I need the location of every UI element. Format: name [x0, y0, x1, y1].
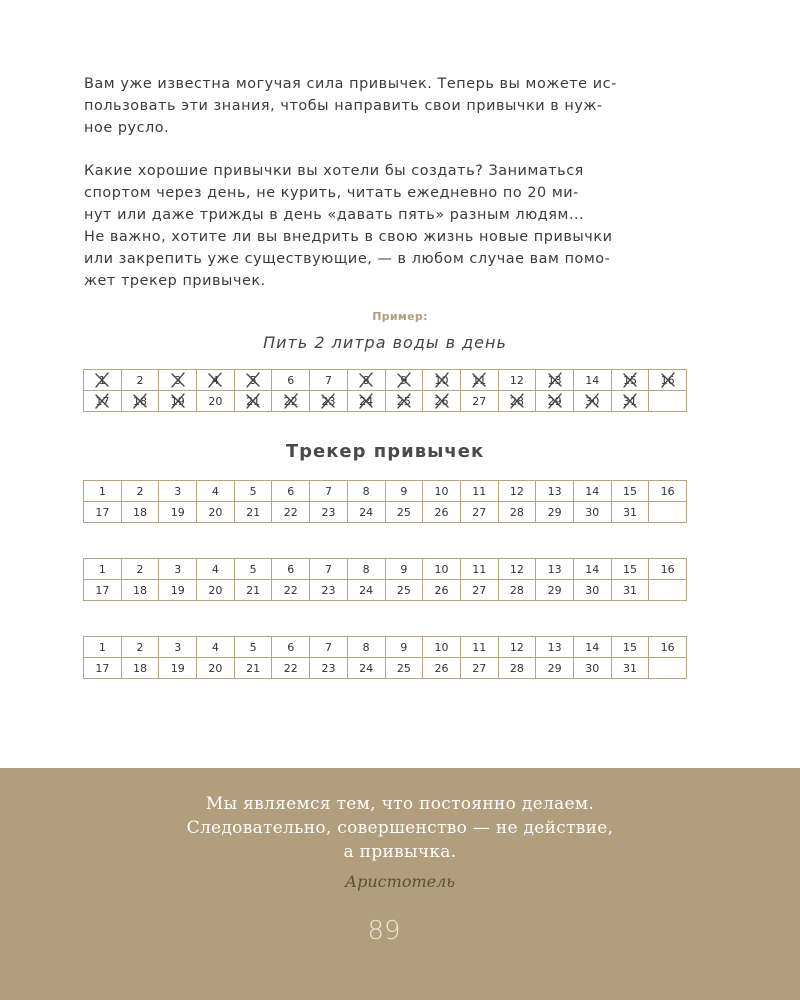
- day-cell-crossed: [536, 391, 574, 412]
- day-cell-crossed: [159, 391, 197, 412]
- day-number: 18: [133, 505, 148, 519]
- day-cell: [272, 559, 310, 580]
- day-cell: [84, 502, 122, 523]
- day-cell: [536, 481, 574, 502]
- day-cell: [573, 559, 611, 580]
- day-number: 8: [362, 373, 370, 387]
- example-label: Пример:: [372, 310, 428, 323]
- day-number: 31: [622, 394, 637, 408]
- day-number: 25: [396, 394, 411, 408]
- day-cell: [573, 637, 611, 658]
- day-number: 22: [283, 583, 298, 597]
- day-cell-crossed: [423, 370, 461, 391]
- day-number: 3: [174, 484, 182, 498]
- day-cell: [649, 481, 687, 502]
- day-cell: [611, 502, 649, 523]
- day-cell: [310, 658, 348, 679]
- day-cell: [272, 580, 310, 601]
- day-cell: [498, 637, 536, 658]
- day-cell: [573, 502, 611, 523]
- day-cell: [272, 502, 310, 523]
- day-number: 10: [434, 562, 449, 576]
- day-cell-crossed: [121, 391, 159, 412]
- day-number: 14: [585, 484, 600, 498]
- day-cell: [121, 658, 159, 679]
- day-cell: [385, 658, 423, 679]
- day-number: 18: [133, 661, 148, 675]
- day-number: 31: [622, 661, 637, 675]
- day-number: 8: [362, 640, 370, 654]
- day-cell-crossed: [197, 370, 235, 391]
- day-number: 11: [472, 484, 487, 498]
- day-cell-crossed: [234, 370, 272, 391]
- day-cell: [573, 370, 611, 391]
- day-cell: [234, 502, 272, 523]
- day-cell: [385, 559, 423, 580]
- day-cell: [498, 580, 536, 601]
- text-line: нут или даже трижды в день «давать пять» разным людям...: [84, 207, 585, 223]
- day-number: 20: [208, 583, 223, 597]
- day-number: 26: [434, 394, 449, 408]
- day-number: 29: [547, 394, 562, 408]
- day-number: 27: [472, 505, 487, 519]
- day-number: 17: [95, 505, 110, 519]
- day-number: 4: [211, 640, 219, 654]
- example-row-2: [84, 391, 687, 412]
- day-cell: [423, 580, 461, 601]
- text-line: Не важно, хотите ли вы внедрить в свою жизнь новые привычки: [84, 229, 613, 245]
- day-number: 12: [509, 484, 524, 498]
- day-cell-crossed: [611, 391, 649, 412]
- day-cell: [347, 559, 385, 580]
- day-cell-crossed: [272, 391, 310, 412]
- day-cell: [611, 637, 649, 658]
- day-cell: [84, 481, 122, 502]
- day-cell: [159, 658, 197, 679]
- day-number: 15: [622, 373, 637, 387]
- day-cell: [536, 502, 574, 523]
- day-number: 23: [321, 505, 336, 519]
- day-number: 6: [287, 640, 295, 654]
- quote-line: Следовательно, совершенство — не действие,: [186, 818, 614, 838]
- day-cell: [197, 481, 235, 502]
- day-number: 3: [174, 373, 182, 387]
- day-cell: [347, 502, 385, 523]
- habit-tracker-grid-1: [83, 480, 687, 523]
- day-cell: [573, 658, 611, 679]
- day-number: 14: [585, 562, 600, 576]
- day-number: 1: [98, 373, 106, 387]
- tracker-row-2: [84, 658, 687, 679]
- day-number: 5: [249, 373, 257, 387]
- day-number: 6: [287, 373, 295, 387]
- example-habit-title: Пить 2 литра воды в день: [263, 333, 507, 352]
- day-cell: [272, 370, 310, 391]
- day-number: 14: [585, 373, 600, 387]
- day-number: 26: [434, 505, 449, 519]
- day-number: 11: [472, 373, 487, 387]
- day-number: 17: [95, 394, 110, 408]
- day-number: 19: [170, 505, 185, 519]
- tracker-row-2: [84, 580, 687, 601]
- intro-paragraph-1: [84, 73, 688, 139]
- day-number: 9: [400, 484, 408, 498]
- day-number: 12: [509, 562, 524, 576]
- day-cell: [385, 637, 423, 658]
- day-number: 30: [585, 394, 600, 408]
- day-number: 30: [585, 661, 600, 675]
- day-number: 4: [211, 484, 219, 498]
- day-cell: [385, 481, 423, 502]
- day-number: 6: [287, 484, 295, 498]
- empty-day-cell: [649, 658, 687, 679]
- day-number: 29: [547, 505, 562, 519]
- day-cell: [310, 502, 348, 523]
- tracker-row-1: [84, 481, 687, 502]
- text-line: пользовать эти знания, чтобы направить свои привычки в нуж-: [84, 98, 603, 114]
- day-cell: [84, 559, 122, 580]
- day-cell: [460, 502, 498, 523]
- day-cell: [536, 580, 574, 601]
- day-number: 10: [434, 640, 449, 654]
- day-cell-crossed: [84, 391, 122, 412]
- day-cell-crossed: [611, 370, 649, 391]
- day-number: 7: [324, 484, 332, 498]
- day-cell: [272, 481, 310, 502]
- day-number: 19: [170, 583, 185, 597]
- day-cell: [498, 481, 536, 502]
- day-number: 1: [98, 640, 106, 654]
- day-number: 15: [622, 640, 637, 654]
- day-cell-crossed: [159, 370, 197, 391]
- day-number: 16: [660, 640, 675, 654]
- tracker-title: Трекер привычек: [285, 441, 485, 462]
- day-number: 5: [249, 562, 257, 576]
- text-line: Какие хорошие привычки вы хотели бы создать? Заниматься: [84, 163, 584, 179]
- day-number: 4: [211, 373, 219, 387]
- day-number: 2: [136, 640, 144, 654]
- day-number: 23: [321, 583, 336, 597]
- day-number: 27: [472, 394, 487, 408]
- day-cell: [385, 502, 423, 523]
- day-cell-crossed: [234, 391, 272, 412]
- day-number: 31: [622, 505, 637, 519]
- day-number: 1: [98, 484, 106, 498]
- day-cell: [423, 502, 461, 523]
- day-number: 16: [660, 562, 675, 576]
- quote-line: Мы являемся тем, что постоянно делаем.: [205, 794, 595, 814]
- day-number: 21: [246, 505, 261, 519]
- day-number: 16: [660, 484, 675, 498]
- day-cell: [234, 559, 272, 580]
- day-number: 27: [472, 661, 487, 675]
- example-row-1: [84, 370, 687, 391]
- day-number: 16: [660, 373, 675, 387]
- day-number: 14: [585, 640, 600, 654]
- day-cell: [460, 391, 498, 412]
- day-cell: [234, 658, 272, 679]
- day-cell: [159, 502, 197, 523]
- day-number: 22: [283, 394, 298, 408]
- day-cell: [423, 481, 461, 502]
- day-cell: [423, 559, 461, 580]
- day-number: 12: [509, 640, 524, 654]
- day-number: 23: [321, 394, 336, 408]
- day-cell: [423, 658, 461, 679]
- day-number: 11: [472, 640, 487, 654]
- day-number: 21: [246, 394, 261, 408]
- quote-author: Аристотель: [345, 872, 455, 891]
- day-number: 15: [622, 484, 637, 498]
- day-cell: [159, 637, 197, 658]
- day-number: 20: [208, 505, 223, 519]
- day-number: 24: [359, 661, 374, 675]
- day-cell-crossed: [347, 391, 385, 412]
- day-number: 28: [509, 505, 524, 519]
- day-cell: [197, 502, 235, 523]
- day-number: 18: [133, 394, 148, 408]
- day-cell: [498, 658, 536, 679]
- day-number: 10: [434, 373, 449, 387]
- day-number: 5: [249, 484, 257, 498]
- day-cell: [649, 559, 687, 580]
- day-cell: [573, 481, 611, 502]
- day-number: 3: [174, 562, 182, 576]
- day-cell: [121, 502, 159, 523]
- day-number: 8: [362, 562, 370, 576]
- day-number: 7: [324, 640, 332, 654]
- day-cell: [536, 637, 574, 658]
- day-cell: [197, 580, 235, 601]
- day-number: 21: [246, 661, 261, 675]
- day-cell: [197, 658, 235, 679]
- day-number: 12: [509, 373, 524, 387]
- day-cell: [347, 637, 385, 658]
- day-cell: [460, 658, 498, 679]
- day-cell: [536, 658, 574, 679]
- day-number: 24: [359, 394, 374, 408]
- example-tracker-grid: [83, 369, 687, 412]
- day-cell: [310, 559, 348, 580]
- day-cell: [536, 559, 574, 580]
- day-cell: [423, 637, 461, 658]
- day-cell-crossed: [385, 370, 423, 391]
- day-number: 10: [434, 484, 449, 498]
- day-cell: [121, 370, 159, 391]
- day-number: 25: [396, 583, 411, 597]
- day-number: 5: [249, 640, 257, 654]
- day-number: 4: [211, 562, 219, 576]
- day-cell: [385, 580, 423, 601]
- day-cell: [498, 370, 536, 391]
- day-cell: [84, 580, 122, 601]
- day-cell: [84, 658, 122, 679]
- day-cell: [310, 370, 348, 391]
- tracker-row-2: [84, 502, 687, 523]
- day-cell: [272, 658, 310, 679]
- day-cell-crossed: [573, 391, 611, 412]
- day-number: 27: [472, 583, 487, 597]
- day-number: 31: [622, 583, 637, 597]
- day-cell: [611, 481, 649, 502]
- day-number: 17: [95, 661, 110, 675]
- day-number: 29: [547, 661, 562, 675]
- day-cell: [460, 637, 498, 658]
- day-cell: [121, 580, 159, 601]
- day-number: 25: [396, 505, 411, 519]
- day-cell: [272, 637, 310, 658]
- page-number: 89: [367, 916, 401, 946]
- day-number: 11: [472, 562, 487, 576]
- day-cell: [611, 559, 649, 580]
- tracker-row-1: [84, 637, 687, 658]
- day-number: 20: [208, 394, 223, 408]
- day-cell: [498, 502, 536, 523]
- day-cell-crossed: [460, 370, 498, 391]
- day-number: 13: [547, 373, 562, 387]
- day-number: 24: [359, 583, 374, 597]
- day-cell: [310, 481, 348, 502]
- day-number: 19: [170, 394, 185, 408]
- day-cell: [498, 559, 536, 580]
- day-number: 23: [321, 661, 336, 675]
- day-cell-crossed: [84, 370, 122, 391]
- day-cell: [460, 559, 498, 580]
- day-number: 20: [208, 661, 223, 675]
- day-cell: [121, 559, 159, 580]
- day-number: 30: [585, 583, 600, 597]
- day-cell: [159, 481, 197, 502]
- day-number: 1: [98, 562, 106, 576]
- day-number: 13: [547, 562, 562, 576]
- day-cell-crossed: [385, 391, 423, 412]
- day-cell: [611, 580, 649, 601]
- day-number: 7: [324, 562, 332, 576]
- day-cell: [347, 658, 385, 679]
- day-number: 25: [396, 661, 411, 675]
- text-line: Вам уже известна могучая сила привычек. Теперь вы можете ис-: [84, 76, 617, 92]
- day-cell: [460, 481, 498, 502]
- day-number: 22: [283, 661, 298, 675]
- day-number: 8: [362, 484, 370, 498]
- day-number: 9: [400, 373, 408, 387]
- day-cell-crossed: [423, 391, 461, 412]
- day-cell: [234, 481, 272, 502]
- day-number: 29: [547, 583, 562, 597]
- day-number: 13: [547, 484, 562, 498]
- day-number: 2: [136, 373, 144, 387]
- day-number: 13: [547, 640, 562, 654]
- day-number: 15: [622, 562, 637, 576]
- text-line: спортом через день, не курить, читать ежедневно по 20 ми-: [84, 185, 579, 201]
- habit-tracker-grid-2: [83, 558, 687, 601]
- empty-day-cell: [649, 580, 687, 601]
- habit-tracker-grid-3: [83, 636, 687, 679]
- day-cell: [197, 637, 235, 658]
- day-number: 24: [359, 505, 374, 519]
- quote-line: а привычка.: [343, 842, 457, 862]
- day-cell-crossed: [649, 370, 687, 391]
- empty-day-cell: [649, 502, 687, 523]
- day-cell: [573, 580, 611, 601]
- day-cell: [197, 391, 235, 412]
- day-cell: [121, 637, 159, 658]
- day-number: 21: [246, 583, 261, 597]
- day-cell: [159, 559, 197, 580]
- day-number: 6: [287, 562, 295, 576]
- day-cell: [234, 580, 272, 601]
- day-cell: [159, 580, 197, 601]
- day-number: 7: [324, 373, 332, 387]
- day-cell-crossed: [310, 391, 348, 412]
- day-number: 30: [585, 505, 600, 519]
- day-number: 28: [509, 394, 524, 408]
- day-cell: [197, 559, 235, 580]
- day-number: 28: [509, 661, 524, 675]
- tracker-row-1: [84, 559, 687, 580]
- day-cell-crossed: [498, 391, 536, 412]
- day-cell: [310, 580, 348, 601]
- day-cell: [121, 481, 159, 502]
- day-cell: [649, 637, 687, 658]
- day-cell: [310, 637, 348, 658]
- day-cell: [347, 481, 385, 502]
- day-number: 9: [400, 640, 408, 654]
- intro-paragraph-2: [84, 160, 688, 292]
- day-cell: [84, 637, 122, 658]
- day-number: 2: [136, 484, 144, 498]
- day-number: 28: [509, 583, 524, 597]
- day-cell-crossed: [536, 370, 574, 391]
- day-cell: [611, 658, 649, 679]
- day-number: 17: [95, 583, 110, 597]
- day-cell: [347, 580, 385, 601]
- day-cell: [460, 580, 498, 601]
- day-number: 18: [133, 583, 148, 597]
- day-number: 22: [283, 505, 298, 519]
- day-number: 3: [174, 640, 182, 654]
- day-number: 19: [170, 661, 185, 675]
- text-line: жет трекер привычек.: [84, 273, 266, 289]
- day-cell: [234, 637, 272, 658]
- day-number: 2: [136, 562, 144, 576]
- day-number: 26: [434, 583, 449, 597]
- text-line: или закрепить уже существующие, — в любом случае вам помо-: [84, 251, 611, 267]
- empty-day-cell: [649, 391, 687, 412]
- day-cell-crossed: [347, 370, 385, 391]
- day-number: 26: [434, 661, 449, 675]
- text-line: ное русло.: [84, 120, 170, 136]
- day-number: 9: [400, 562, 408, 576]
